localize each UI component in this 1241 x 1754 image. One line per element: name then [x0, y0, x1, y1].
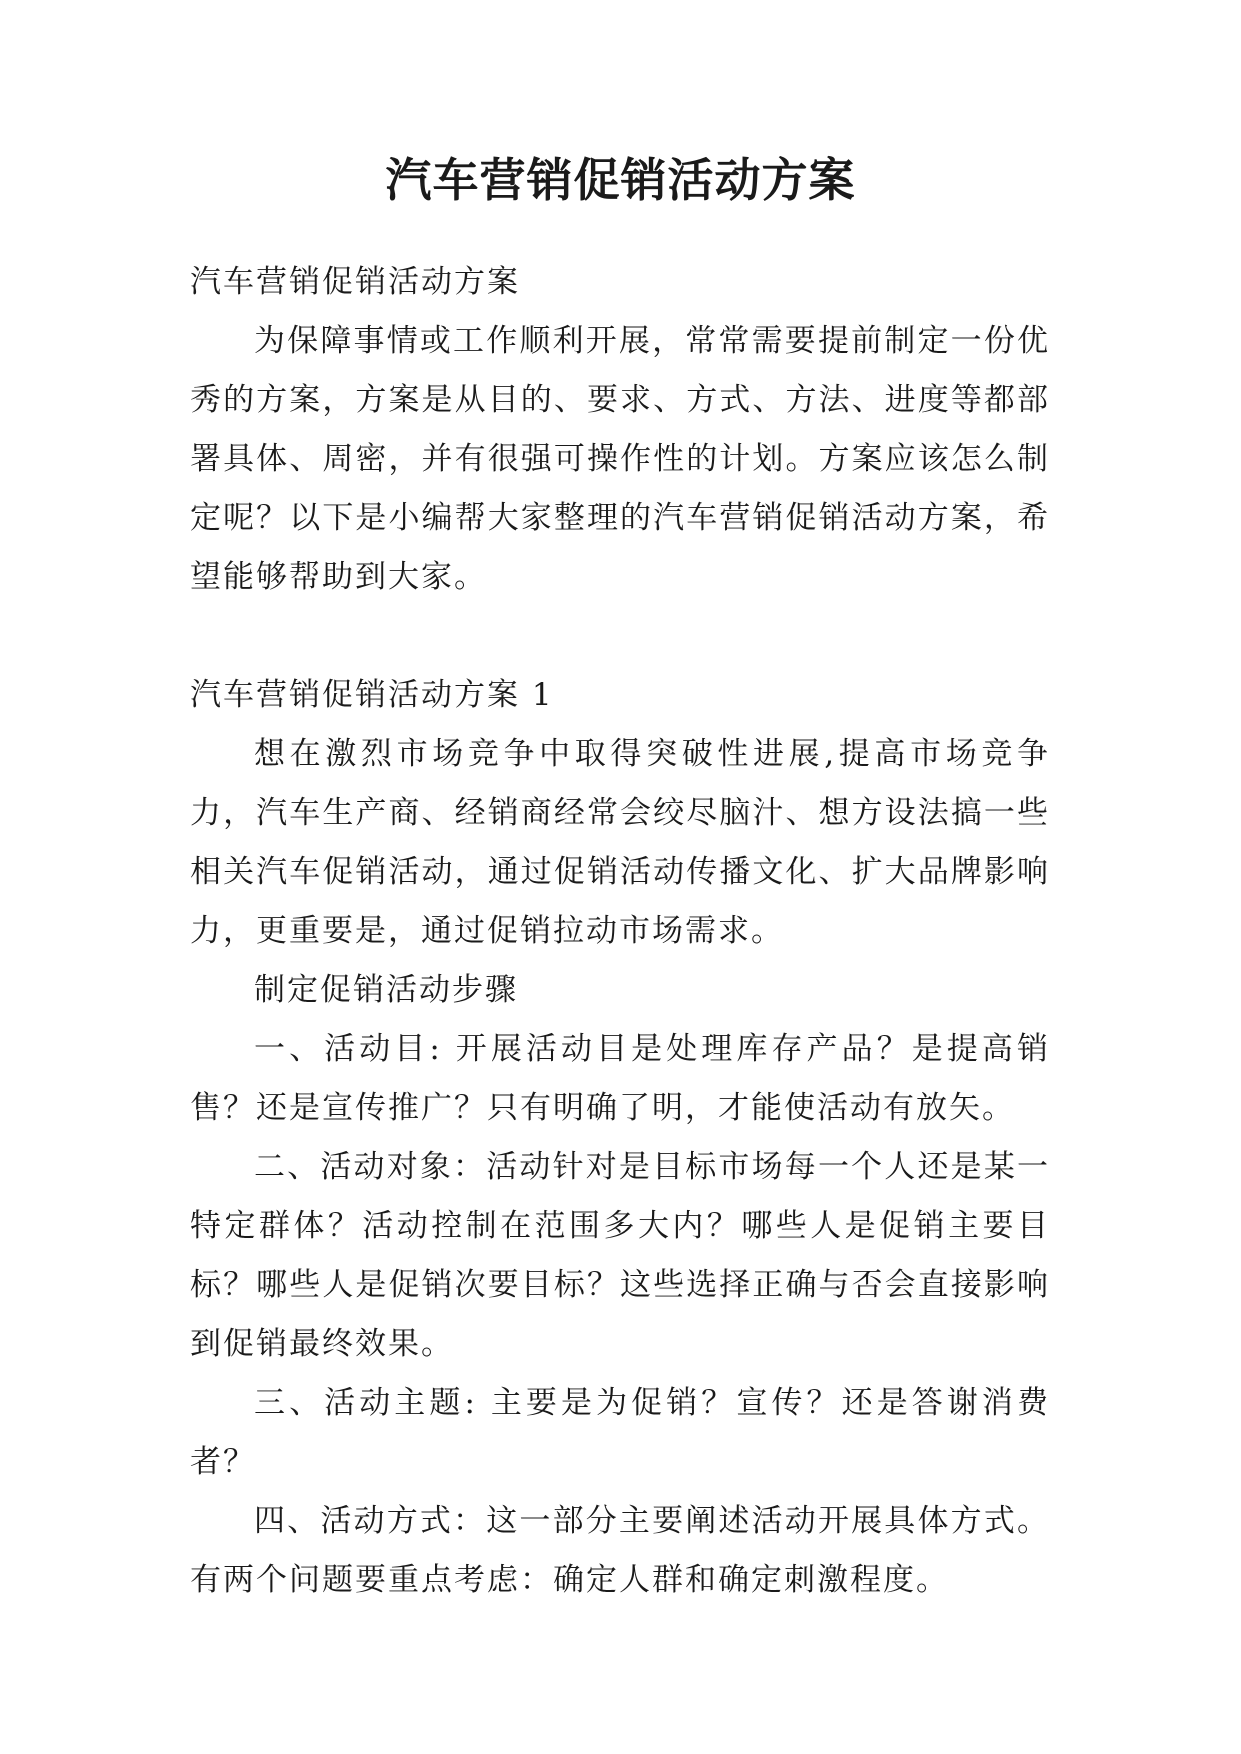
intro-paragraph: 为保障事情或工作顺利开展，常常需要提前制定一份优秀的方案，方案是从目的、要求、方式、方法、进度等都部署具体、周密，并有很强可操作性的计划。方案应该怎么制定呢？以下是小编帮大家整理的汽车营销促销活动方案，希望能够帮助到大家。: [190, 323, 1050, 595]
paragraph-goal: 一、活动目: 开展活动目是处理库存产品？是提高销售？还是宣传推广？只有明确了明，才能使活动有放矢。: [190, 1031, 1050, 1126]
paragraph-audience: 二、活动对象：活动针对是目标市场每一个人还是某一特定群体？活动控制在范围多大内？哪些人是促销主要目标？哪些人是促销次要目标？这些选择正确与否会直接影响到促销最终效果。: [190, 1149, 1050, 1362]
section-spacer: [190, 607, 1050, 666]
paragraph-1: 想在激烈市场竞争中取得突破性进展,提高市场竞争力，汽车生产商、经销商经常会绞尽脑汁、想方设法搞一些相关汽车促销活动，通过促销活动传播文化、扩大品牌影响力，更重要是，通过促销拉动市场需求。: [190, 736, 1050, 949]
paragraph-steps-heading: 制定促销活动步骤: [254, 972, 518, 1008]
document-body: [190, 253, 1050, 1610]
document-subtitle: 汽车营销促销活动方案: [190, 264, 520, 300]
document-title: 汽车营销促销活动方案: [385, 153, 856, 207]
paragraph-method: 四、活动方式：这一部分主要阐述活动开展具体方式。有两个问题要重点考虑：确定人群和确定刺激程度。: [190, 1503, 1050, 1598]
paragraph-theme: 三、活动主题: 主要是为促销？宣传？还是答谢消费者？: [190, 1385, 1050, 1480]
section-heading: 汽车营销促销活动方案 1: [190, 677, 554, 713]
